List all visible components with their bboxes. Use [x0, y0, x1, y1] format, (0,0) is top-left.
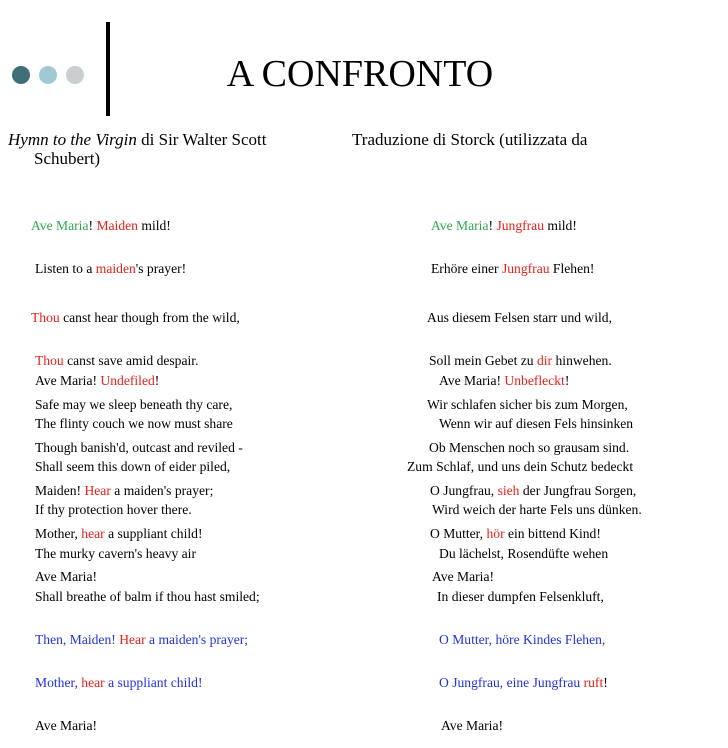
verse-segment: Erhöre einer [431, 261, 502, 277]
verse-segment: Zum Schlaf, und uns dein Schutz bedeckt [407, 459, 634, 475]
verse-segment: Unbefleckt [504, 372, 565, 388]
dot-2 [39, 66, 57, 84]
verse-segment: ! [488, 217, 497, 233]
verse-line [441, 719, 642, 733]
verse-segment: The murky cavern's heavy air [35, 545, 196, 561]
verse-segment: Thou [31, 310, 60, 326]
verse-segment: Shall seem this down of eider piled, [35, 459, 231, 475]
verse-segment: Ave Maria! [35, 718, 98, 734]
verse-segment: O Mutter, höre Kindes Flehen, [439, 632, 606, 648]
verse-segment: O Jungfrau, eine Jungfrau [439, 675, 584, 691]
decorative-dots [12, 66, 84, 84]
right-stanza-2 [0, 345, 642, 748]
verse-segment: Thou [35, 353, 64, 369]
verse-segment: ruft [583, 675, 604, 691]
verse-segment: a suppliant child! [104, 526, 203, 542]
left-header-title: Hymn to the Virgin [8, 130, 137, 149]
verse-line [427, 311, 636, 325]
verse-segment: sieh [497, 483, 520, 499]
verse-segment: Flehen! [549, 261, 595, 277]
verse-segment: Soll mein Gebet zu [429, 353, 537, 369]
verse-line [439, 417, 642, 431]
left-header [8, 130, 267, 150]
verse-segment: O Jungfrau, [430, 483, 498, 499]
verse-segment: hör [486, 526, 505, 542]
verse-segment: Ave Maria! [35, 569, 98, 585]
verse-segment: hinwehen. [552, 353, 612, 369]
verse-segment: Ave Maria! [432, 569, 495, 585]
verse-segment: Hear [119, 632, 146, 648]
verse-segment: a suppliant child! [104, 675, 203, 691]
verse-segment: ein bittend Kind! [504, 526, 601, 542]
verse-segment: Du lächelst, Rosendüfte wehen [439, 545, 609, 561]
verse-line [439, 633, 642, 647]
verse-line [437, 590, 642, 604]
verse-segment: O Mutter, [430, 526, 487, 542]
verse-segment: Ave Maria! [439, 372, 505, 388]
verse-segment: mild! [137, 217, 171, 233]
verse-segment: ! [154, 372, 160, 388]
verse-segment: Ave Maria [31, 217, 89, 233]
verse-segment: der Jungfrau Sorgen, [519, 483, 637, 499]
verse-segment: 's prayer! [135, 261, 187, 277]
verse-line [439, 676, 642, 690]
verse-line [439, 374, 642, 388]
verse-segment: Mother, [35, 526, 82, 542]
verse-segment: Mother, [35, 675, 82, 691]
verse-segment: Then, Maiden! [35, 632, 120, 648]
verse-segment: Wird weich der harte Fels uns dünken. [432, 502, 642, 518]
verse-segment: Ave Maria [431, 217, 489, 233]
verse-segment: Safe may we sleep beneath thy care, [35, 396, 233, 412]
verse-segment: Listen to a [35, 261, 96, 277]
verse-segment: Maiden! [35, 483, 85, 499]
verse-segment: hear [81, 526, 105, 542]
verse-segment: ! [564, 372, 570, 388]
verse-line [431, 262, 636, 276]
verse-line [432, 503, 642, 517]
verse-segment: Undefiled [100, 372, 155, 388]
verse-segment: Wir schlafen sicher bis zum Morgen, [427, 396, 628, 412]
verse-segment: In dieser dumpfen Felsenkluft, [437, 588, 604, 604]
verse-segment: maiden [95, 261, 136, 277]
verse-segment: Jungfrau [501, 261, 550, 277]
verse-segment: The flinty couch we now must share [35, 416, 233, 432]
verse-segment: Though banish'd, outcast and reviled - [35, 439, 243, 455]
verse-segment: Jungfrau [496, 217, 545, 233]
verse-segment: a maiden's prayer; [145, 632, 249, 648]
verse-segment: mild! [544, 217, 577, 233]
verse-segment: Ave Maria! [441, 718, 504, 734]
verse-segment: Hear [84, 483, 111, 499]
verse-segment: Ave Maria! [35, 372, 101, 388]
verse-segment: Shall breathe of balm if thou hast smiled; [35, 588, 260, 604]
verse-segment: Wenn wir auf diesen Fels hinsinken [439, 416, 634, 432]
dot-3 [66, 66, 84, 84]
verse-segment: Aus diesem Felsen starr und wild, [427, 310, 613, 326]
verse-segment: ! [88, 217, 97, 233]
verse-segment: hear [81, 675, 105, 691]
verse-segment: a maiden's prayer; [110, 483, 214, 499]
verse-line [407, 460, 642, 474]
right-header: Traduzione di Storck (utilizzata da [352, 130, 588, 149]
verse-segment: canst save amid despair. [63, 353, 199, 369]
verse-line [439, 547, 642, 561]
verse-segment: canst hear though from the wild, [59, 310, 240, 326]
verse-segment: Ob Menschen noch so grausam sind. [429, 439, 630, 455]
left-header-author: di Sir Walter Scott [136, 130, 267, 149]
verse-segment: Maiden [96, 217, 138, 233]
verse-segment: dir [536, 353, 553, 369]
slide-title: A CONFRONTO [226, 53, 494, 95]
verse-segment: ! [603, 675, 608, 691]
dot-1 [12, 66, 30, 84]
verse-segment: If thy protection hover there. [35, 502, 192, 518]
verse-line [431, 219, 636, 233]
left-header-line2: Schubert) [34, 149, 101, 168]
